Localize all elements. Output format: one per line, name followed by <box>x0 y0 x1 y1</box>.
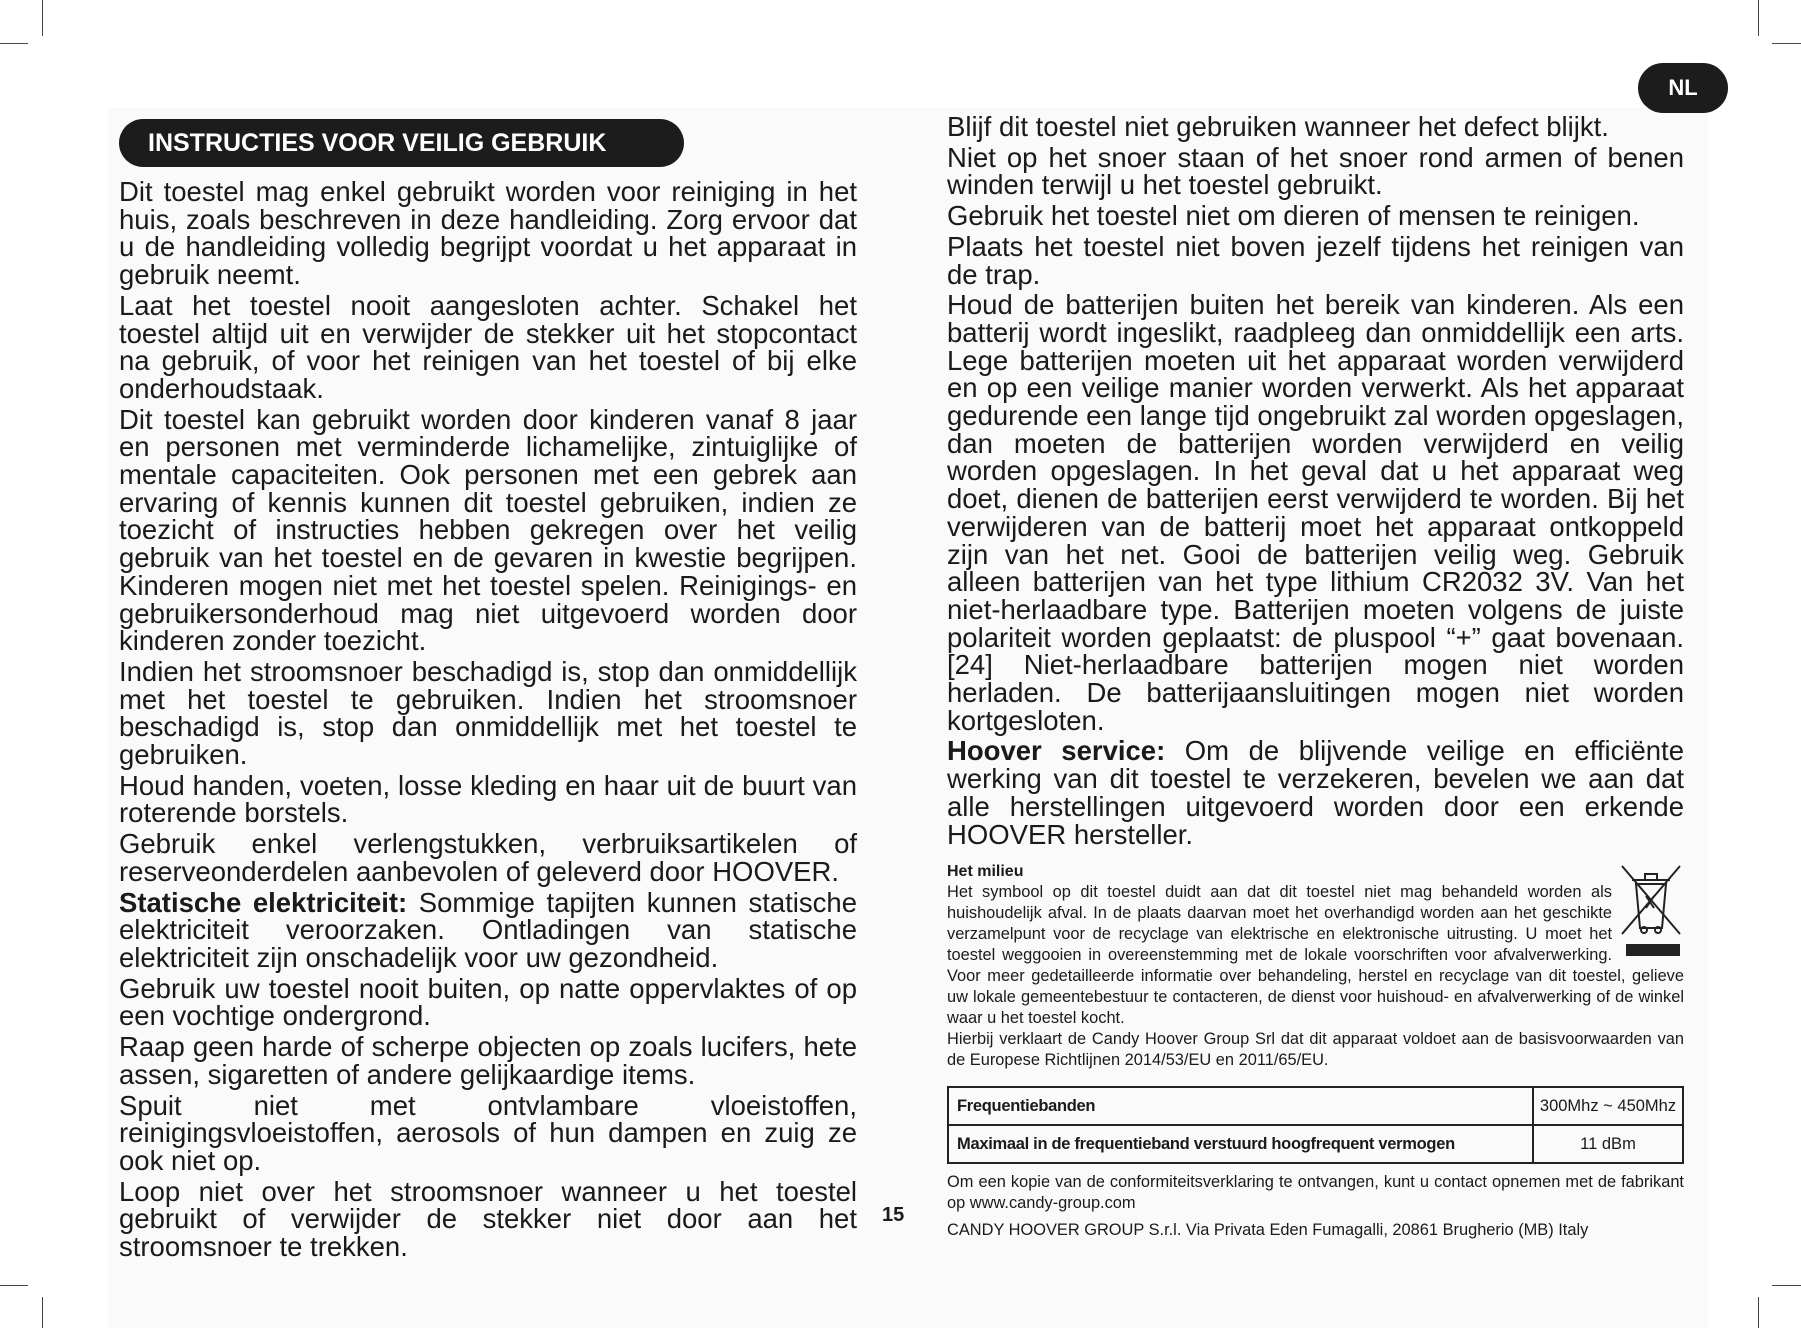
crop-mark <box>1758 0 1759 36</box>
environment-section <box>947 862 1684 1070</box>
company-address: CANDY HOOVER GROUP S.r.l. Via Privata Eden Fumagalli, 20861 Brugherio (MB) Italy <box>947 1221 1589 1240</box>
crop-mark <box>1772 1285 1801 1286</box>
paragraph: Laat het toestel nooit aangesloten achter. Schakel het toestel altijd uit en verwijder de stekker uit het stopcontact na gebruik, of voor het reinigen van het toestel of bij elke onderhoudstaak. <box>119 289 857 404</box>
paragraph: Gebruik enkel verlengstukken, verbruiksartikelen of reserveonderdelen aanbevolen of geleverd door HOOVER. <box>119 828 857 887</box>
environment-title: Het milieu <box>947 863 1024 881</box>
paragraph: Hoover service: Om de blijvende veilige en efficiënte werking van dit toestel te verzekeren, bevelen we aan dat alle herstellingen uitgevoerd worden door een erkende HOOVER hersteller. <box>947 735 1684 850</box>
crop-mark <box>42 1297 43 1328</box>
declaration-text: Hierbij verklaart de Candy Hoover Group Srl dat dit apparaat voldoet aan de basisvoorwaarden van de Europese Richtlijnen 2014/53/EU en 2011/65/EU. <box>947 1029 1684 1069</box>
paragraph: Gebruik uw toestel nooit buiten, op natte oppervlaktes of op een vochtige ondergrond. <box>119 972 857 1032</box>
language-badge: NL <box>1638 63 1728 113</box>
paragraph: Dit toestel mag enkel gebruikt worden voor reiniging in het huis, zoals beschreven in deze handleiding. Zorg ervoor dat u de handleiding volledig begrijpt voordat u het apparaat in gebruik neemt. <box>119 176 857 291</box>
paragraph: Plaats het toestel niet boven jezelf tijdens het reinigen van de trap. <box>947 230 1684 290</box>
paragraph: Statische elektriciteit: Sommige tapijten kunnen statische elektriciteit veroorzaken. Ontladingen van statische elektriciteit zijn onschadelijk voor uw gezondheid. <box>119 886 857 973</box>
crop-mark <box>42 0 43 36</box>
conformity-text: Om een kopie van de conformiteitsverklaring te ontvangen, kunt u contact opnemen met de fabrikant op www.candy-group.com <box>947 1173 1684 1212</box>
table-cell-value: 300Mhz ~ 450Mhz <box>1533 1087 1683 1125</box>
table-row <box>948 1087 1683 1125</box>
table-row <box>948 1125 1683 1163</box>
crop-mark <box>0 1285 28 1286</box>
crop-mark <box>1758 1297 1759 1328</box>
weee-bin-icon <box>1618 862 1684 962</box>
paragraph: Houd handen, voeten, losse kleding en haar uit de buurt van roterende borstels. <box>119 769 857 829</box>
paragraph: Gebruik het toestel niet om dieren of mensen te reinigen. <box>947 200 1640 232</box>
bold-label: Hoover service: <box>947 735 1166 767</box>
paragraph: Houd de batterijen buiten het bereik van kinderen. Als een batterij wordt ingeslikt, raadpleeg dan onmiddellijk een arts. Lege batterijen moeten uit het apparaat worden verwijderd en op een veilige manier worden verwerkt. Als het apparaat gedurende een lange tijd ongebruikt zal worden opgeslagen, dan moeten de batterijen worden verwijderd en veilig worden opgeslagen. In het geval dat u het apparaat weg doet, dienen de batterijen eerst verwijderd te worden. Bij het verwijderen van de batterij moet het apparaat ontkoppeld zijn van het net. Gooi de batterijen veilig weg. Gebruik alleen batterijen van het type lithium CR2032 3V. Van het niet-herlaadbare type. Batterijen moeten volgens de juiste polariteit worden geplaatst: de pluspool “+” gaat bovenaan. [24] Niet-herlaadbare batterijen mogen niet worden herladen. De batterijaansluitingen mogen niet worden kortgesloten. <box>947 289 1684 736</box>
section-title: INSTRUCTIES VOOR VEILIG GEBRUIK <box>119 119 684 167</box>
table-cell-label: Frequentiebanden <box>948 1087 1533 1125</box>
paragraph: Indien het stroomsnoer beschadigd is, stop dan onmiddellijk met het toestel te gebruiken. Indien het stroomsnoer beschadigd is, stop dan onmiddellijk met het toestel te gebruiken. <box>119 655 857 771</box>
paragraph: Blijf dit toestel niet gebruiken wanneer het defect blijkt. <box>947 111 1609 142</box>
paragraph: Loop niet over het stroomsnoer wanneer u het toestel gebruikt of verwijder de stekker niet door aan het stroomsnoer te trekken. <box>119 1175 857 1263</box>
bold-label: Statische elektriciteit: <box>119 886 408 918</box>
environment-text: Het symbool op dit toestel duidt aan dat dit toestel niet mag behandeld worden als huishoudelijk afval. In de plaats daarvan moet het overhandigd worden aan het geschikte verzamelpunt voor de recyclage van elektrische en elektronische uitrusting. U moet het toestel weggooien in overeenstemming met de lokale voorschriften voor afvalverwerking. Voor meer gedetailleerde informatie over behandeling, herstel en recyclage van dit toestel, gelieve uw lokale gemeentebestuur te contacteren, de dienst voor huishoud- en afvalverwerking of de winkel waar u het toestel kocht. <box>947 883 1684 1027</box>
table-cell-value: 11 dBm <box>1533 1125 1683 1163</box>
crop-mark <box>0 43 28 44</box>
paragraph: Raap geen harde of scherpe objecten op zoals lucifers, hete assen, sigaretten of andere gelijkaardige items. <box>119 1031 857 1090</box>
paragraph: Spuit niet met ontvlambare vloeistoffen, reinigingsvloeistoffen, aerosols of hun dampen en zuig ze ook niet op. <box>119 1089 857 1176</box>
left-column <box>119 178 857 1264</box>
page-number: 15 <box>882 1204 905 1226</box>
table-cell-label: Maximaal in de frequentieband verstuurd hoogfrequent vermogen <box>948 1125 1533 1163</box>
frequency-table <box>947 1086 1684 1164</box>
crop-mark <box>1772 43 1801 44</box>
paragraph: Niet op het snoer staan of het snoer rond armen of benen winden terwijl u het toestel gebruikt. <box>947 141 1684 201</box>
right-column <box>947 113 1684 1240</box>
paragraph: Dit toestel kan gebruikt worden door kinderen vanaf 8 jaar en personen met verminderde lichamelijke, zintuiglijke of mentale capaciteiten. Ook personen met een gebrek aan ervaring of kennis kunnen dit toestel gebruiken, indien ze toezicht of instructies hebben gekregen over het veilig gebruik van het toestel en de gevaren in kwestie begrijpen. Kinderen mogen niet met het toestel spelen. Reinigings- en gebruikersonderhoud mag niet uitgevoerd worden door kinderen zonder toezicht. <box>119 403 857 657</box>
